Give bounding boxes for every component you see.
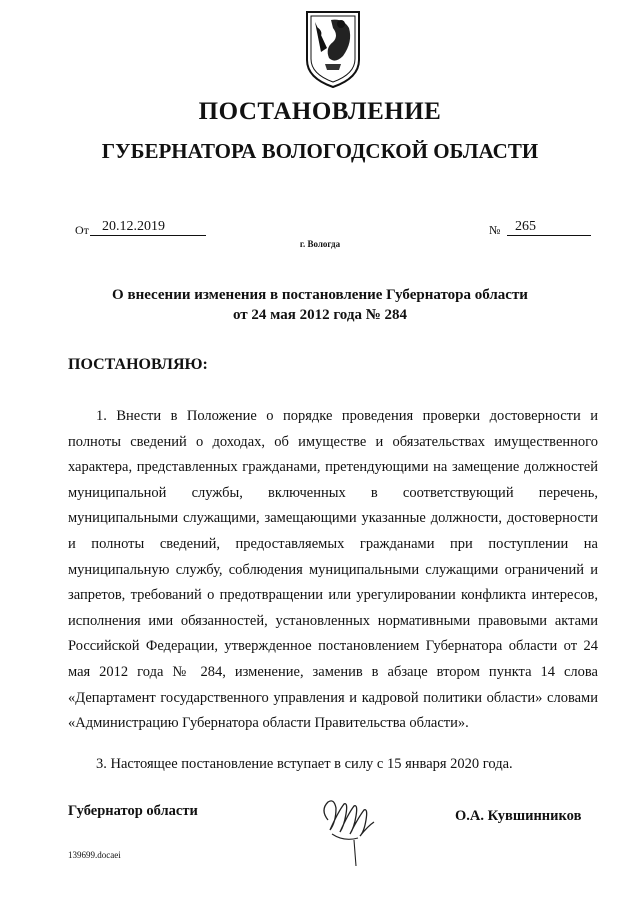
number-prefix: № [489, 223, 501, 237]
signature [314, 780, 384, 870]
document-subject [0, 285, 640, 325]
signatory-title: Губернатор области [68, 803, 198, 819]
document-reference: 139699.docaei [68, 850, 121, 860]
paragraph-3: 3. Настоящее постановление вступает в силу с 15 января 2020 года. [96, 756, 513, 772]
city: г. Вологда [299, 239, 341, 249]
coat-of-arms-icon [303, 8, 363, 90]
subject-line-1: О внесении изменения в постановление Губернатора области [112, 287, 528, 303]
signatory-name: О.А. Кувшинников [455, 808, 582, 824]
issuer-title: ГУБЕРНАТОРА ВОЛОГОДСКОЙ ОБЛАСТИ [101, 139, 539, 163]
document-title: ПОСТАНОВЛЕНИЕ [198, 98, 442, 125]
date-prefix: От [75, 223, 89, 237]
document-number: 265 [507, 219, 591, 236]
subject-line-2: от 24 мая 2012 года № 284 [232, 307, 408, 323]
paragraph-1: 1. Внести в Положение о порядке проведения проверки достоверности и полноты сведений о доходах, об имуществе и обязательствах имущественного характера, представленных гражданами, претендующими на замещение должностей муниципальной службы, включенных в соответствующий перечень, муниципальными служащими, замещающими указанные должности, достоверности и полноты сведений, предоставляемых гражданами при поступлении на муниципальную службу, соблюдения муниципальными служащими ограничений и запретов, требований о предотвращении или урегулировании конфликта интересов, исполнения ими обязанностей, установленных нормативными правовыми актами Российской Федерации, утвержденное постановлением Губернатора области от 24 мая 2012 года № 284, изменение, заменив в абзаце втором пункта 14 слова «Департамент государственного управления и кадровой политики области» словами «Администрацию Губернатора области Правительства области». [68, 408, 598, 732]
document-date: 20.12.2019 [90, 219, 206, 236]
decree-word: ПОСТАНОВЛЯЮ: [68, 356, 208, 373]
